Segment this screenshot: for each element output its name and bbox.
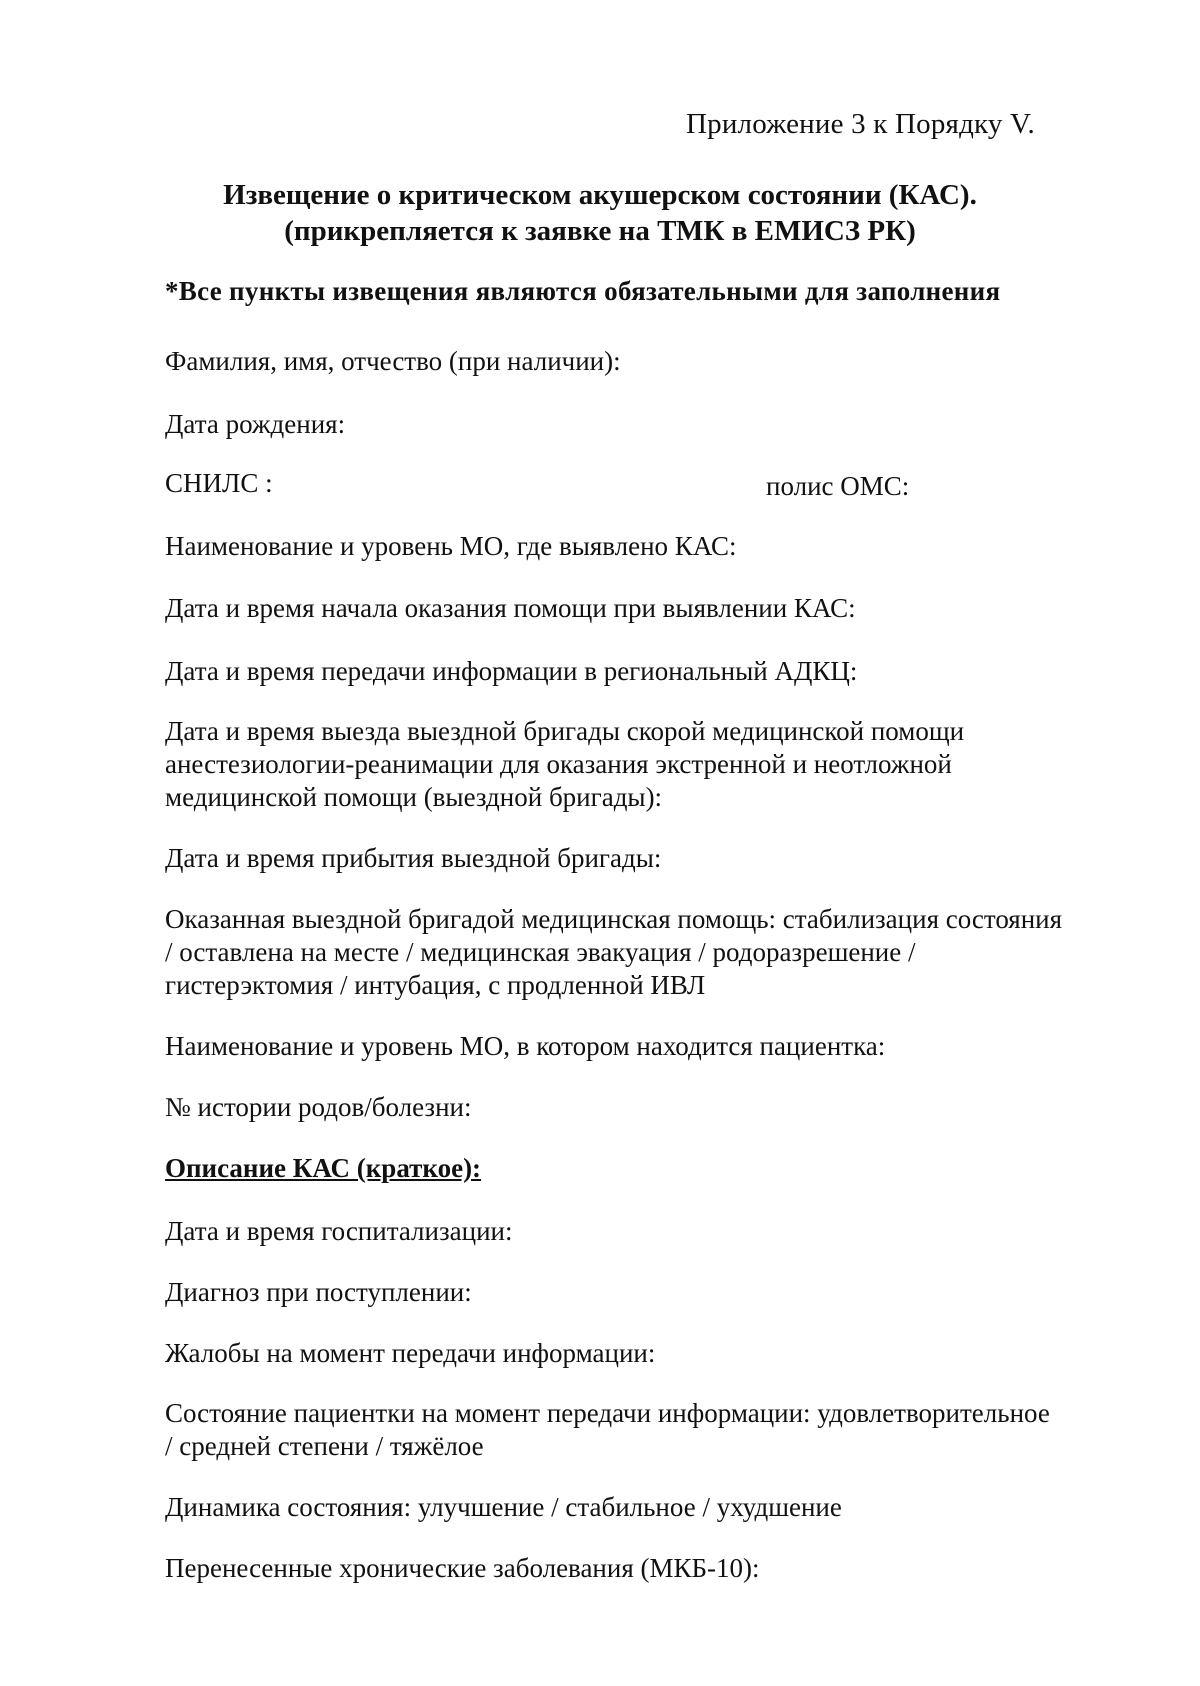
chronic-diseases-label: Перенесенные хронические заболевания (МКБ-10): (165, 1553, 760, 1583)
care-start-label: Дата и время начала оказания помощи при выявлении КАС: (165, 593, 856, 623)
mandatory-note: *Все пункты извещения являются обязательными для заполнения (165, 276, 1001, 306)
team-departure-line1: Дата и время выезда выездной бригады скорой медицинской помощи (165, 716, 965, 746)
care-provided-line1: Оказанная выездной бригадой медицинская помощь: стабилизация состояния (165, 904, 1063, 934)
description-section-title: Описание КАС (краткое): (165, 1153, 482, 1183)
mo-detected-label: Наименование и уровень МО, где выявлено КАС: (165, 531, 737, 561)
document-title: Извещение о критическом акушерском состоянии (КАС). (223, 179, 977, 211)
history-number-label: № истории родов/болезни: (165, 1092, 472, 1122)
care-provided-line2: / оставлена на месте / медицинская эвакуация / родоразрешение / (165, 937, 916, 967)
complaints-label: Жалобы на момент передачи информации: (165, 1338, 656, 1368)
team-departure-line3: медицинской помощи (выездной бригады): (165, 782, 663, 812)
admission-diagnosis-label: Диагноз при поступлении: (165, 1277, 472, 1307)
document-subtitle: (прикрепляется к заявке на ТМК в ЕМИСЗ РК) (284, 215, 916, 247)
mo-current-label: Наименование и уровень МО, в котором находится пациентка: (165, 1031, 886, 1061)
team-departure-line2: анестезиологии-реанимации для оказания экстренной и неотложной (165, 749, 952, 779)
info-transfer-label: Дата и время передачи информации в региональный АДКЦ: (165, 656, 858, 686)
snils-label: СНИЛС : (165, 468, 273, 498)
care-provided-line3: гистерэктомия / интубация, с продленной ИВЛ (165, 970, 706, 1000)
condition-line1: Состояние пациентки на момент передачи информации: удовлетворительное (165, 1398, 1050, 1428)
hospitalization-label: Дата и время госпитализации: (165, 1216, 513, 1246)
team-arrival-label: Дата и время прибытия выездной бригады: (165, 843, 662, 873)
dynamics-label: Динамика состояния: улучшение / стабильное / ухудшение (165, 1492, 842, 1522)
oms-policy-label: полис ОМС: (766, 471, 910, 501)
birth-date-label: Дата рождения: (165, 409, 346, 439)
condition-line2: / средней степени / тяжёлое (165, 1431, 484, 1461)
appendix-label: Приложение 3 к Порядку V. (686, 108, 1035, 140)
fio-label: Фамилия, имя, отчество (при наличии): (165, 346, 621, 376)
